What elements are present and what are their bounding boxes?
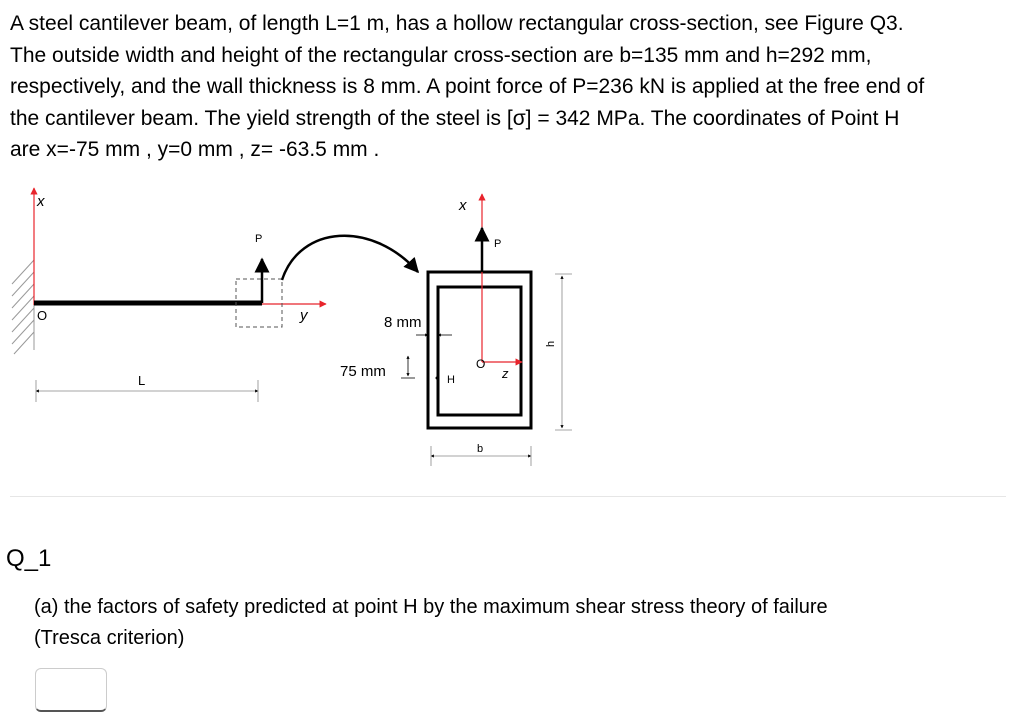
section-force-label: P — [494, 238, 502, 250]
beam-view — [12, 188, 326, 402]
section-inner — [438, 287, 521, 415]
section-outer — [428, 272, 531, 428]
wall-support — [12, 260, 34, 354]
question-line: (a) the factors of safety predicted at point H by the maximum shear stress theory of failure — [34, 596, 828, 618]
problem-line: are x=-75 mm , y=0 mm , z= -63.5 mm . — [10, 138, 380, 161]
point-h-label: H — [447, 374, 455, 386]
section-callout-arrow — [282, 236, 418, 280]
section-divider — [10, 496, 1006, 497]
problem-statement — [10, 8, 1010, 166]
height-label: h — [545, 340, 557, 347]
beam-force-label: P — [255, 233, 263, 245]
problem-line: A steel cantilever beam, of length L=1 m, has a hollow rectangular cross-section, see Figure Q3. — [10, 12, 904, 35]
problem-line: respectively, and the wall thickness is 8 mm. A point force of P=236 kN is applied at the free end of — [10, 75, 925, 98]
offset-label: 75 mm — [340, 363, 386, 380]
section-origin-label: O — [476, 357, 486, 371]
width-label: b — [477, 443, 484, 455]
figure-q3 — [0, 180, 600, 470]
point-h-marker — [436, 377, 439, 380]
question-line: (Tresca criterion) — [34, 627, 185, 649]
beam-y-label: y — [300, 307, 308, 324]
problem-line: the cantilever beam. The yield strength of the steel is [σ] = 342 MPa. The coordinates of Point H — [10, 106, 900, 130]
section-x-label: x — [459, 197, 467, 214]
question-number: Q_1 — [6, 545, 52, 572]
wall-thickness-label: 8 mm — [384, 314, 422, 331]
beam-x-label: x — [37, 193, 45, 210]
beam-length-label: L — [138, 373, 146, 388]
answer-input[interactable] — [35, 668, 107, 712]
question-text — [34, 592, 994, 654]
cross-section — [340, 194, 572, 466]
problem-line: The outside width and height of the rectangular cross-section are b=135 mm and h=292 mm, — [10, 43, 872, 67]
beam-origin-label: O — [37, 308, 48, 323]
section-z-label: z — [502, 366, 509, 381]
